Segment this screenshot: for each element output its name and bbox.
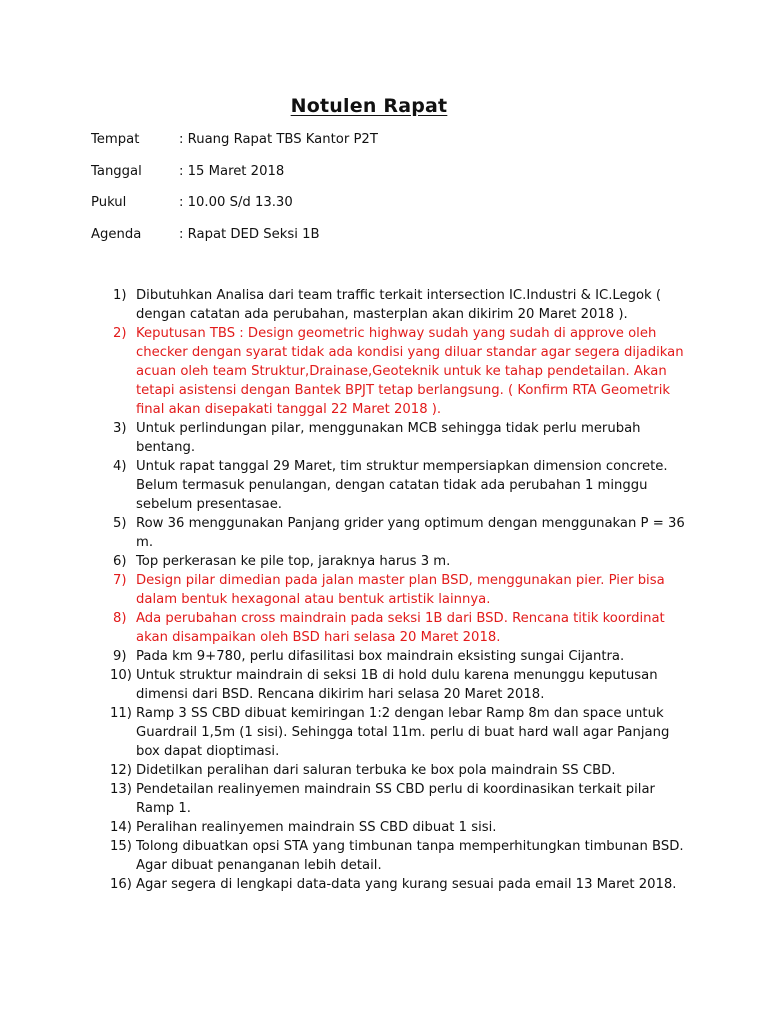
list-item <box>110 286 690 324</box>
item-number: 16) <box>110 877 132 892</box>
meta-label: Tempat <box>91 132 140 147</box>
meta-value: : Ruang Rapat TBS Kantor P2T <box>179 132 378 147</box>
item-number: 6) <box>113 554 127 569</box>
meta-value: : Rapat DED Seksi 1B <box>179 226 320 242</box>
item-text: Row 36 menggunakan Panjang grider yang optimum dengan menggunakan P = 36 m. <box>136 516 685 550</box>
item-number: 4) <box>113 459 127 474</box>
list-item <box>110 704 690 761</box>
meta-value: : 10.00 S/d 13.30 <box>179 195 293 210</box>
list-item <box>110 324 690 419</box>
item-text: Keputusan TBS : Design geometric highway sudah yang sudah di approve oleh checker dengan syarat tidak ada kondisi yang diluar standar agar segera dijadikan acuan oleh team Struktur,Drainase,Geoteknik untuk ke tahap pendetailan. Akan tetapi asistensi dengan Bantek BPJT tetap berlangsung. ( Konfirm RTA Geometrik final akan disepakati tanggal 22 Maret 2018 ). <box>136 326 684 417</box>
item-number: 5) <box>113 516 127 531</box>
item-text: Agar segera di lengkapi data-data yang kurang sesuai pada email 13 Maret 2018. <box>136 877 677 892</box>
item-text: Didetilkan peralihan dari saluran terbuka ke box pola maindrain SS CBD. <box>136 763 616 778</box>
item-number: 15) <box>110 839 132 854</box>
meta-value: : 15 Maret 2018 <box>179 163 285 179</box>
item-text: Dibutuhkan Analisa dari team traffic terkait intersection IC.Industri & IC.Legok ( dengan catatan ada perubahan, masterplan akan dikirim 20 Maret 2018 ). <box>136 288 662 322</box>
item-number: 8) <box>113 611 127 626</box>
list-item <box>110 647 690 666</box>
list-item <box>110 818 690 837</box>
item-text: Top perkerasan ke pile top, jaraknya harus 3 m. <box>136 554 451 569</box>
meta-row-agenda <box>91 225 691 257</box>
item-number: 1) <box>113 288 127 303</box>
item-number: 9) <box>113 649 127 664</box>
item-number: 2) <box>113 326 127 341</box>
list-item <box>110 419 690 457</box>
meta-row-tanggal <box>91 162 691 194</box>
list-item <box>110 761 690 780</box>
list-item <box>110 571 690 609</box>
item-text: Design pilar dimedian pada jalan master plan BSD, menggunakan pier. Pier bisa dalam bentuk hexagonal atau bentuk artistik lainnya. <box>136 573 665 607</box>
item-number: 11) <box>110 706 132 721</box>
list-item <box>110 514 690 552</box>
meta-row-pukul <box>91 193 691 225</box>
item-number: 7) <box>113 573 127 588</box>
page-title: Notulen Rapat <box>290 95 448 117</box>
item-number: 12) <box>110 763 132 778</box>
minutes-list <box>110 286 690 894</box>
list-item <box>110 552 690 571</box>
list-item <box>110 837 690 875</box>
list-item <box>110 780 690 818</box>
item-text: Pendetailan realinyemen maindrain SS CBD perlu di koordinasikan terkait pilar Ramp 1. <box>136 782 655 816</box>
item-text: Pada km 9+780, perlu difasilitasi box maindrain eksisting sungai Cijantra. <box>136 649 625 664</box>
item-text: Peralihan realinyemen maindrain SS CBD dibuat 1 sisi. <box>136 820 497 835</box>
meta-row-tempat <box>91 130 691 162</box>
item-text: Untuk rapat tanggal 29 Maret, tim struktur mempersiapkan dimension concrete. Belum termasuk penulangan, dengan catatan tidak ada perubahan 1 minggu sebelum presentasae. <box>136 459 668 512</box>
meta-label: Pukul <box>91 195 127 210</box>
list-item <box>110 875 690 894</box>
item-number: 10) <box>110 668 132 683</box>
list-item <box>110 457 690 514</box>
meta-label: Agenda <box>91 226 142 242</box>
item-number: 14) <box>110 820 132 835</box>
meta-label: Tanggal <box>91 163 142 179</box>
item-number: 13) <box>110 782 132 797</box>
item-text: Ramp 3 SS CBD dibuat kemiringan 1:2 dengan lebar Ramp 8m dan space untuk Guardrail 1,5m (1 sisi). Sehingga total 11m. perlu di buat hard wall agar Panjang box dapat dioptimasi. <box>136 706 670 759</box>
item-text: Ada perubahan cross maindrain pada seksi 1B dari BSD. Rencana titik koordinat akan disampaikan oleh BSD hari selasa 20 Maret 2018. <box>136 611 665 645</box>
item-text: Untuk perlindungan pilar, menggunakan MCB sehingga tidak perlu merubah bentang. <box>136 421 641 455</box>
item-number: 3) <box>113 421 127 436</box>
list-item <box>110 609 690 647</box>
item-text: Tolong dibuatkan opsi STA yang timbunan tanpa memperhitungkan timbunan BSD. Agar dibuat penanganan lebih detail. <box>136 839 684 873</box>
item-text: Untuk struktur maindrain di seksi 1B di hold dulu karena menunggu keputusan dimensi dari BSD. Rencana dikirim hari selasa 20 Maret 2018. <box>136 668 658 702</box>
list-item <box>110 666 690 704</box>
meeting-details <box>91 130 691 256</box>
